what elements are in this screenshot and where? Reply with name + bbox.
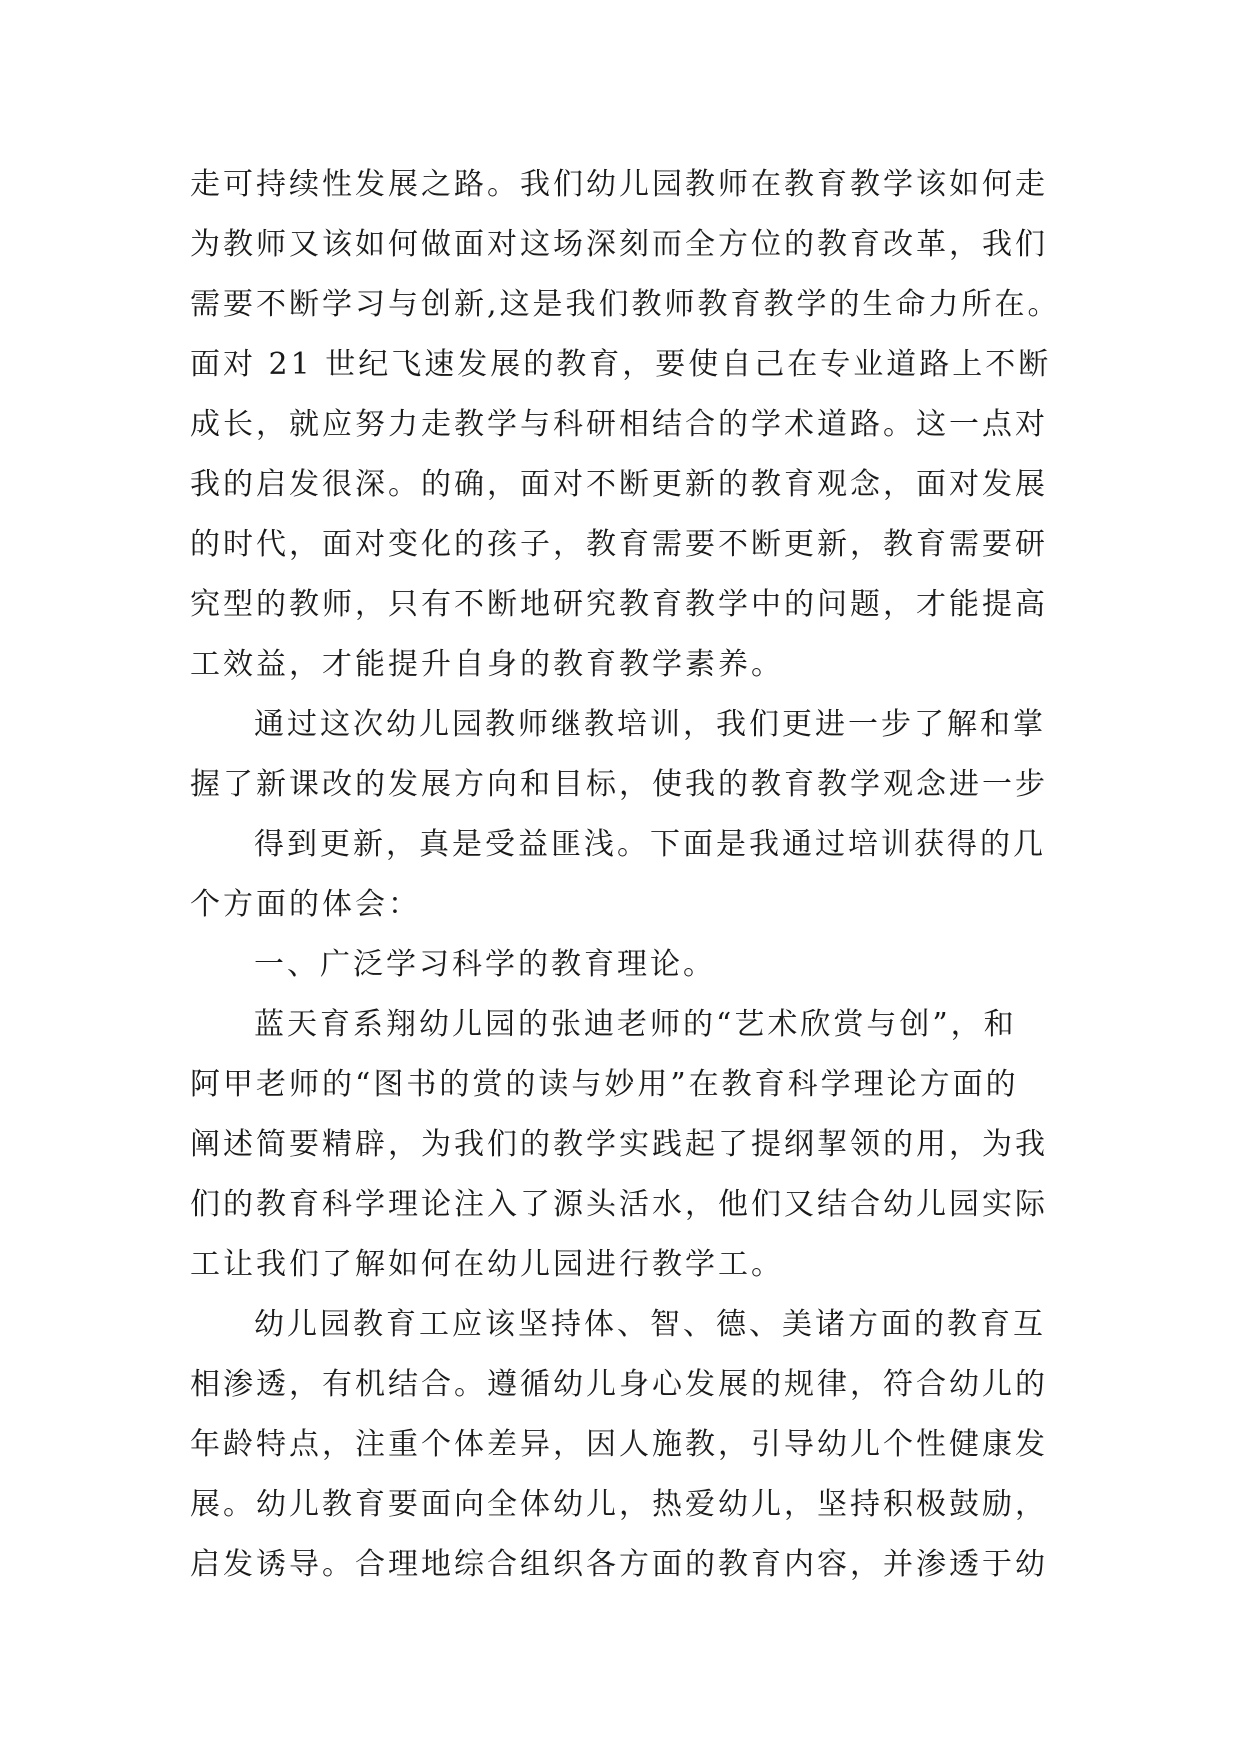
text-line: 究型的教师，只有不断地研究教育教学中的问题，才能提高 <box>190 587 1048 622</box>
text-line: 展。幼儿教育要面向全体幼儿，热爱幼儿，坚持积极鼓励， <box>190 1487 1048 1522</box>
text-line: 工让我们了解如何在幼儿园进行教学工。 <box>190 1247 784 1282</box>
text-line: 的时代，面对变化的孩子，教育需要不断更新，教育需要研 <box>190 527 1048 562</box>
text-line: 阐述简要精辟，为我们的教学实践起了提纲挈领的用，为我 <box>190 1127 1048 1162</box>
text-line: 相渗透，有机结合。遵循幼儿身心发展的规律，符合幼儿的 <box>190 1367 1048 1402</box>
text-line: 为教师又该如何做面对这场深刻而全方位的教育改革，我们 <box>190 227 1048 262</box>
text-line: 面对 21 世纪飞速发展的教育，要使自己在专业道路上不断 <box>190 347 1052 382</box>
text-line: 工效益，才能提升自身的教育教学素养。 <box>190 647 784 682</box>
text-line: 阿甲老师的“图书的赏的读与妙用”在教育科学理论方面的 <box>190 1067 1019 1102</box>
text-line: 年龄特点，注重个体差异，因人施教，引导幼儿个性健康发 <box>190 1427 1048 1462</box>
text-line: 需要不断学习与创新,这是我们教师教育教学的生命力所在。 <box>190 287 1061 322</box>
text-line: 握了新课改的发展方向和目标，使我的教育教学观念进一步 <box>190 767 1048 802</box>
paragraph-start-line: 通过这次幼儿园教师继教培训，我们更进一步了解和掌 <box>254 707 1046 742</box>
paragraph-start-line: 幼儿园教育工应该坚持体、智、德、美诸方面的教育互 <box>254 1307 1046 1342</box>
section-heading: 一、广泛学习科学的教育理论。 <box>254 947 716 982</box>
text-line: 们的教育科学理论注入了源头活水，他们又结合幼儿园实际 <box>190 1187 1048 1222</box>
text-line: 成长，就应努力走教学与科研相结合的学术道路。这一点对 <box>190 407 1048 442</box>
paragraph-start-line: 得到更新，真是受益匪浅。下面是我通过培训获得的几 <box>254 827 1046 862</box>
text-line: 启发诱导。合理地综合组织各方面的教育内容，并渗透于幼 <box>190 1547 1048 1582</box>
paragraph-start-line: 蓝天育系翔幼儿园的张迪老师的“艺术欣赏与创”，和 <box>254 1007 1017 1042</box>
text-line: 我的启发很深。的确，面对不断更新的教育观念，面对发展 <box>190 467 1048 502</box>
document-body <box>190 155 1070 1595</box>
text-line: 走可持续性发展之路。我们幼儿园教师在教育教学该如何走 <box>190 167 1048 202</box>
text-line: 个方面的体会： <box>190 887 421 922</box>
